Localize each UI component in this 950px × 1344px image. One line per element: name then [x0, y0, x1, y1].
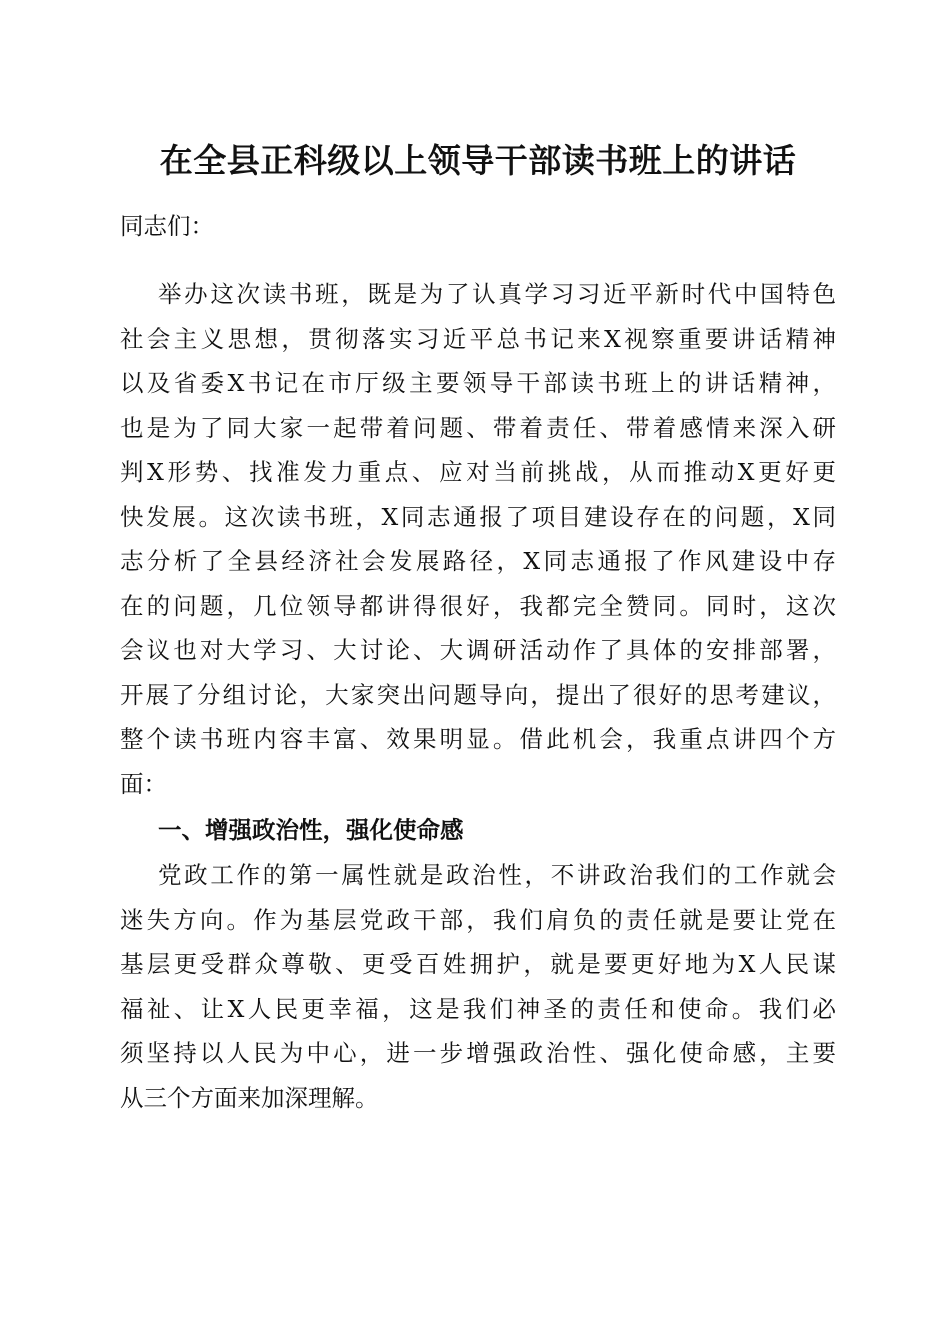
- paragraph-line: 党政工作的第一属性就是政治性，不讲政治我们的工作就会: [158, 861, 836, 889]
- paragraph-line: 面：: [120, 769, 167, 798]
- paragraph-section-1: [120, 853, 836, 1120]
- paragraph-line: 会议也对大学习、大讨论、大调研活动作了具体的安排部署，: [120, 636, 836, 664]
- paragraph-line: 开展了分组讨论，大家突出问题导向，提出了很好的思考建议，: [120, 680, 836, 709]
- paragraph-line: 迷失方向。作为基层党政干部，我们肩负的责任就是要让党在: [120, 905, 836, 934]
- paragraph-line: 快发展。这次读书班，X同志通报了项目建设存在的问题，X同: [120, 502, 836, 531]
- document-title: 在全县正科级以上领导干部读书班上的讲话: [159, 141, 797, 180]
- section-heading: 一、增强政治性，强化使命感: [158, 816, 464, 844]
- paragraph-line: 福祉、让X人民更幸福，这是我们神圣的责任和使命。我们必: [120, 994, 836, 1023]
- paragraph-line: 在的问题，几位领导都讲得很好，我都完全赞同。同时，这次: [120, 591, 836, 620]
- salutation: 同志们：: [120, 212, 214, 240]
- paragraph-line: 也是为了同大家一起带着问题、带着责任、带着感情来深入研: [120, 413, 836, 442]
- paragraph-line: 以及省委X书记在市厅级主要领导干部读书班上的讲话精神，: [120, 369, 836, 397]
- paragraph-line: 志分析了全县经济社会发展路径，X同志通报了作风建设中存: [120, 547, 836, 575]
- paragraph-line: 从三个方面来加深理解。: [120, 1083, 379, 1112]
- paragraph-line: 基层更受群众尊敬、更受百姓拥护，就是要更好地为X人民谋: [120, 950, 836, 978]
- paragraph-line: 整个读书班内容丰富、效果明显。借此机会，我重点讲四个方: [120, 725, 836, 753]
- paragraph-line: 社会主义思想，贯彻落实习近平总书记来X视察重要讲话精神: [120, 324, 836, 353]
- paragraph-line: 须坚持以人民为中心，进一步增强政治性、强化使命感，主要: [120, 1039, 836, 1067]
- paragraph-line: 判X形势、找准发力重点、应对当前挑战，从而推动X更好更: [120, 458, 836, 486]
- paragraph-line: 举办这次读书班，既是为了认真学习习近平新时代中国特色: [158, 280, 836, 308]
- paragraph-intro: [120, 272, 836, 806]
